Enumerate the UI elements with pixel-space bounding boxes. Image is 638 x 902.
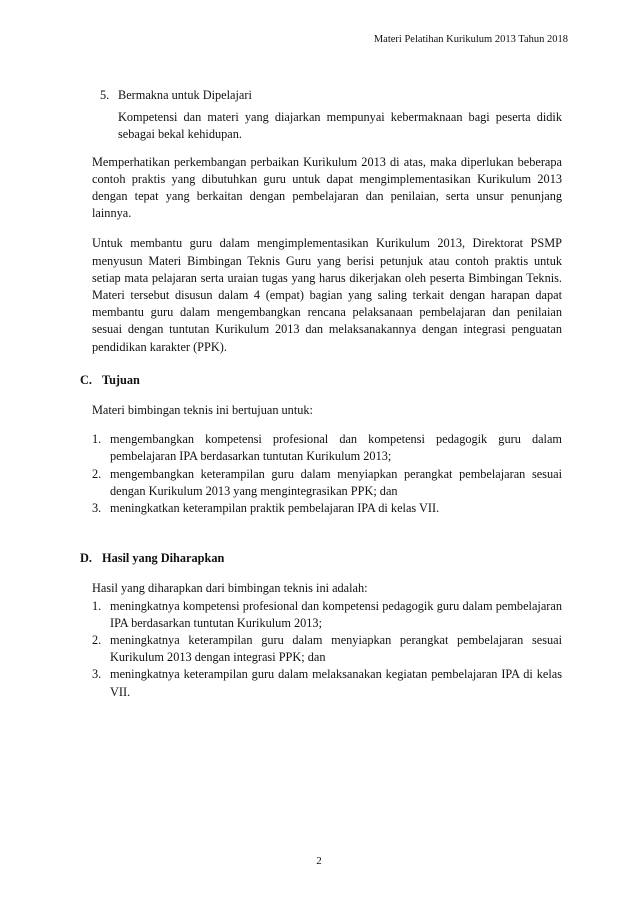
paragraph-1: Memperhatikan perkembangan perbaikan Kurikulum 2013 di atas, maka diperlukan beberapa contoh praktis yang dibutuhkan guru untuk dapat mengimplementasikan Kurikulum 2013 dengan tepat yang berkaitan dengan pembelajaran dan penilaian, serta unsur penunjang lainnya. bbox=[92, 154, 562, 221]
list-item bbox=[92, 431, 562, 465]
section-letter: D. bbox=[80, 551, 92, 566]
section-intro: Hasil yang diharapkan dari bimbingan teknis ini adalah: bbox=[92, 581, 368, 596]
list-number: 2. bbox=[92, 466, 102, 481]
section-heading-d bbox=[80, 550, 562, 567]
list-item bbox=[92, 598, 562, 632]
list-item bbox=[92, 500, 562, 517]
list-item-body: Kompetensi dan materi yang diajarkan mempunyai kebermaknaan bagi peserta didik sebagai bekal kehidupan. bbox=[118, 110, 562, 142]
section-c-list bbox=[92, 431, 562, 517]
list-number: 1. bbox=[92, 432, 102, 447]
list-item-text: meningkatkan keterampilan praktik pembelajaran IPA di kelas VII. bbox=[110, 501, 440, 516]
list-item-text: mengembangkan kompetensi profesional dan kompetensi pedagogik guru dalam pembelajaran IPA berdasarkan tuntutan Kurikulum 2013; bbox=[110, 432, 562, 464]
list-item bbox=[92, 466, 562, 500]
list-item-title: Bermakna untuk Dipelajari bbox=[118, 88, 252, 102]
section-intro: Materi bimbingan teknis ini bertujuan untuk: bbox=[92, 403, 313, 418]
list-item bbox=[92, 666, 562, 700]
section-heading-c bbox=[80, 372, 562, 389]
list-number: 3. bbox=[92, 667, 102, 682]
list-item-text: meningkatnya keterampilan guru dalam menyiapkan perangkat pembelajaran sesuai Kurikulum 2013 dengan integrasi PPK; dan bbox=[110, 633, 562, 665]
paragraph-2: Untuk membantu guru dalam mengimplementasikan Kurikulum 2013, Direktorat PSMP menyusun Materi Bimbingan Teknis Guru yang berisi petunjuk atau contoh praktis untuk setiap mata pelajaran serta uraian tugas yang harus dikerjakan oleh peserta Bimbingan Teknis. Materi tersebut disusun dalam 4 (empat) bagian yang saling terkait dengan harapan dapat membantu guru dalam mengembangkan rencana pelaksanaan pembelajaran dan penilaian sesuai dengan tuntutan Kurikulum 2013 dan melaksanakannya dengan integrasi penguatan pendidikan karakter (PPK). bbox=[92, 236, 562, 354]
section-letter: C. bbox=[80, 372, 92, 387]
list-number: 5. bbox=[100, 88, 110, 102]
list-number: 3. bbox=[92, 501, 102, 516]
page-number: 2 bbox=[316, 855, 322, 867]
list-item-text: meningkatnya kompetensi profesional dan kompetensi pedagogik guru dalam pembelajaran IPA berdasarkan tuntutan Kurikulum 2013; bbox=[110, 598, 562, 630]
running-header: Materi Pelatihan Kurikulum 2013 Tahun 2018 bbox=[373, 34, 568, 45]
list-item bbox=[92, 632, 562, 666]
section-title: Tujuan bbox=[102, 372, 140, 387]
page-content bbox=[80, 87, 562, 701]
list-item-text: mengembangkan keterampilan guru dalam menyiapkan perangkat pembelajaran sesuai dengan Kurikulum 2013 yang mengintegrasikan PPK; dan bbox=[110, 466, 562, 498]
list-number: 1. bbox=[92, 598, 102, 613]
list-number: 2. bbox=[92, 633, 102, 648]
list-item-text: meningkatnya keterampilan guru dalam melaksanakan kegiatan pembelajaran IPA di kelas VII. bbox=[110, 667, 562, 699]
section-title: Hasil yang Diharapkan bbox=[102, 551, 225, 566]
list-item-5 bbox=[100, 87, 562, 104]
section-d-list bbox=[92, 598, 562, 701]
